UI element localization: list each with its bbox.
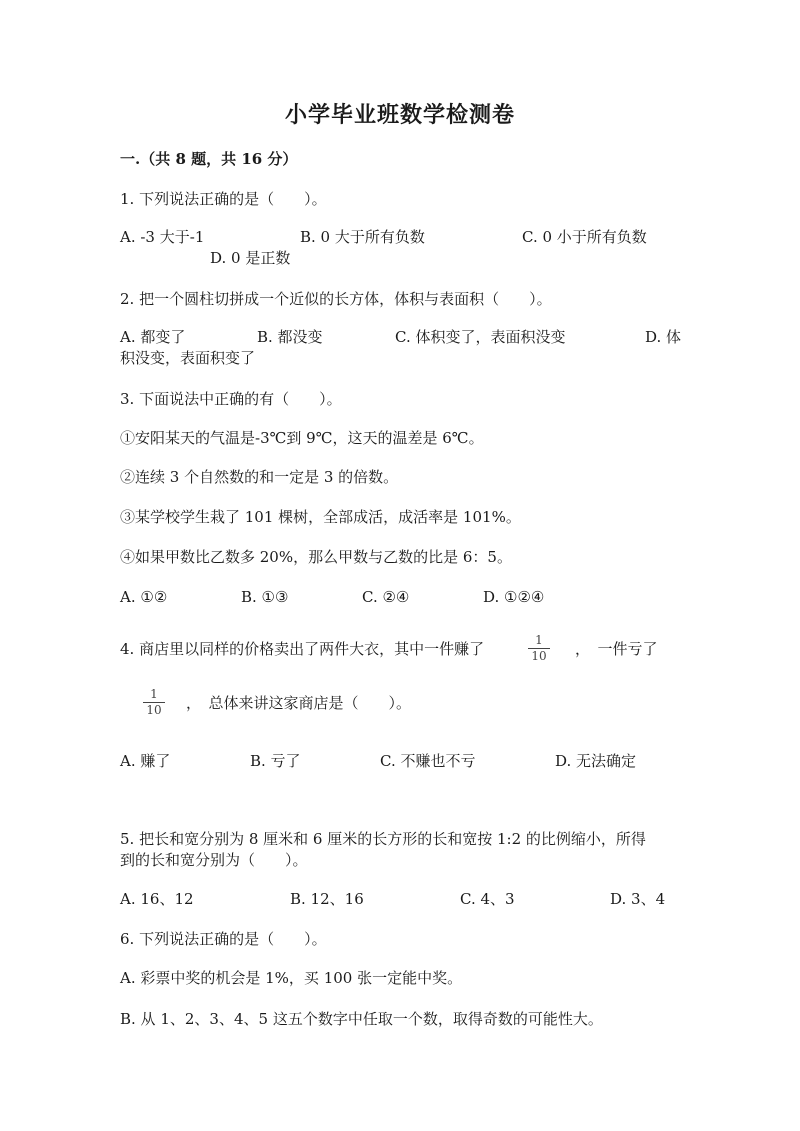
question-5-stem-line-2: 到的长和宽分别为（ ）。 xyxy=(120,851,308,869)
question-3-statement-2: ②连续 3 个自然数的和一定是 3 的倍数。 xyxy=(120,468,399,486)
question-4-option-c: C. 不赚也不亏 xyxy=(380,752,476,770)
question-2-option-d-continued: 积没变，表面积变了 xyxy=(120,349,256,367)
question-4-stem-part3: ， 总体来讲这家商店是（ ）。 xyxy=(186,694,412,712)
question-4-fraction-1 xyxy=(528,634,550,663)
question-2-option-c: C. 体积变了，表面积没变 xyxy=(395,328,566,346)
fraction-numerator: 1 xyxy=(143,688,165,703)
question-5-stem-line-1: 5. 把长和宽分别为 8 厘米和 6 厘米的长方形的长和宽按 1:2 的比例缩小，所得 xyxy=(120,830,646,848)
question-3-stem: 3. 下面说法中正确的有（ ）。 xyxy=(120,390,342,408)
question-2-option-b: B. 都没变 xyxy=(257,328,323,346)
question-5-option-c: C. 4、3 xyxy=(460,890,515,908)
fraction-numerator: 1 xyxy=(528,634,550,649)
question-6-stem: 6. 下列说法正确的是（ ）。 xyxy=(120,930,327,948)
question-5-option-a: A. 16、12 xyxy=(120,890,194,908)
question-1-option-a: A. -3 大于-1 xyxy=(120,228,205,246)
question-3-statement-3: ③某学校学生栽了 101 棵树，全部成活，成活率是 101%。 xyxy=(120,508,521,526)
question-5-option-b: B. 12、16 xyxy=(290,890,364,908)
question-4-stem-part1: 4. 商店里以同样的价格卖出了两件大衣，其中一件赚了 xyxy=(120,640,485,658)
question-3-option-a: A. ①② xyxy=(120,588,168,606)
fraction-denominator: 10 xyxy=(531,649,547,663)
question-3-statement-4: ④如果甲数比乙数多 20%，那么甲数与乙数的比是 6：5。 xyxy=(120,548,512,566)
question-5-option-d: D. 3、4 xyxy=(610,890,666,908)
question-1-option-d: D. 0 是正数 xyxy=(210,249,291,267)
question-4-option-d: D. 无法确定 xyxy=(555,752,637,770)
question-4-fraction-2 xyxy=(143,688,165,717)
question-4-option-a: A. 赚了 xyxy=(120,752,171,770)
question-1-option-c: C. 0 小于所有负数 xyxy=(522,228,647,246)
question-6-option-b: B. 从 1、2、3、4、5 这五个数字中任取一个数，取得奇数的可能性大。 xyxy=(120,1010,603,1028)
question-2-stem: 2. 把一个圆柱切拼成一个近似的长方体，体积与表面积（ ）。 xyxy=(120,290,552,308)
question-1-option-b: B. 0 大于所有负数 xyxy=(300,228,425,246)
question-3-statement-1: ①安阳某天的气温是-3℃到 9℃，这天的温差是 6℃。 xyxy=(120,429,484,447)
question-2-option-a: A. 都变了 xyxy=(120,328,186,346)
section-heading: 一.（共 8 题，共 16 分） xyxy=(120,150,298,168)
question-6-option-a: A. 彩票中奖的机会是 1%，买 100 张一定能中奖。 xyxy=(120,969,463,987)
page-title: 小学毕业班数学检测卷 xyxy=(284,102,515,128)
fraction-denominator: 10 xyxy=(146,703,162,717)
question-2-option-d: D. 体 xyxy=(645,328,682,346)
question-3-option-c: C. ②④ xyxy=(362,588,410,606)
question-3-option-b: B. ①③ xyxy=(241,588,289,606)
question-3-option-d: D. ①②④ xyxy=(483,588,545,606)
question-1-stem: 1. 下列说法正确的是（ ）。 xyxy=(120,190,327,208)
question-4-option-b: B. 亏了 xyxy=(250,752,301,770)
question-4-stem-part2: ， 一件亏了 xyxy=(575,640,658,658)
